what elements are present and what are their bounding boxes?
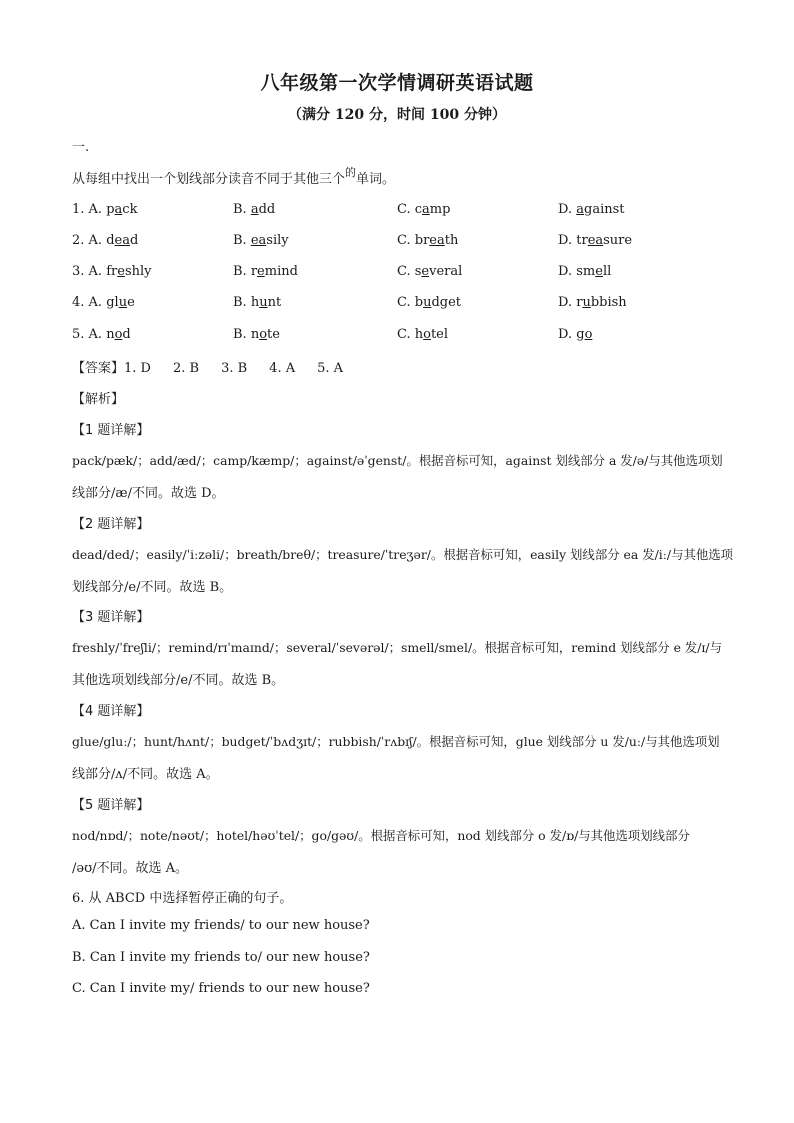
question-1-option-b: [233, 202, 275, 217]
word-part: c: [414, 202, 423, 217]
q6-option-c: C. Can I invite my/ friends to our new house?: [72, 981, 370, 996]
underlined-part: o: [114, 327, 123, 342]
q6-option-b: B. Can I invite my friends to/ our new house?: [72, 950, 370, 965]
question-2-option-c: [397, 233, 458, 248]
word-part: shly: [124, 264, 152, 279]
option-prefix: D.: [558, 327, 577, 342]
word-part: e: [127, 295, 135, 310]
question-4-option-a: [72, 295, 135, 310]
question-1-option-c: [397, 202, 450, 217]
word-part: n: [106, 327, 115, 342]
word-part: dd: [258, 202, 276, 217]
word-part: mind: [264, 264, 298, 279]
page-title: 八年级第一次学情调研英语试题: [260, 72, 534, 94]
word-part: h: [414, 327, 424, 342]
word-part: tel: [430, 327, 449, 342]
word-part: p: [106, 202, 115, 217]
underlined-part: u: [582, 295, 591, 310]
option-prefix: 5. A.: [72, 327, 107, 342]
underlined-part: e: [117, 264, 125, 279]
word-part: tr: [576, 233, 588, 248]
word-part: d: [106, 233, 115, 248]
page-subtitle: （满分 120 分，时间 100 分钟）: [288, 107, 506, 123]
detail-line: /əʊ/不同。故选 A。: [72, 861, 189, 876]
option-prefix: D.: [558, 202, 577, 217]
question-4-option-b: [233, 295, 281, 310]
detail-heading: 【5 题详解】: [72, 798, 150, 813]
question-5-option-d: [558, 327, 592, 342]
word-part: sm: [576, 264, 596, 279]
detail-heading: 【4 题详解】: [72, 704, 150, 719]
answer-item: 5. A: [317, 361, 344, 376]
underlined-part: ea: [429, 233, 445, 248]
word-part: h: [250, 295, 260, 310]
question-3-option-c: [397, 264, 462, 279]
word-part: fr: [106, 264, 118, 279]
question-4-option-c: [397, 295, 461, 310]
option-prefix: 4. A.: [72, 295, 107, 310]
detail-heading: 【1 题详解】: [72, 423, 150, 438]
answer-item: 4. A: [269, 361, 296, 376]
word-part: sure: [603, 233, 633, 248]
word-part: d: [129, 233, 139, 248]
detail-line: nod/nɒd/；note/nəʊt/；hotel/həʊˈtel/；go/gəʊ/。根据音标可知，nod 划线部分 o 发/ɒ/与其他选项划线部分: [72, 828, 690, 843]
question-3-option-a: [72, 264, 151, 279]
word-part: veral: [429, 264, 463, 279]
question-1-option-a: [72, 202, 137, 217]
question-3-option-d: [558, 264, 611, 279]
detail-heading: 【2 题详解】: [72, 517, 150, 532]
word-part: r: [576, 295, 583, 310]
option-prefix: B.: [233, 295, 251, 310]
word-part: gl: [106, 295, 119, 310]
word-part: nt: [267, 295, 282, 310]
underlined-part: o: [584, 327, 593, 342]
underlined-part: a: [250, 202, 259, 217]
underlined-part: a: [422, 202, 430, 217]
word-part: n: [250, 327, 260, 342]
option-prefix: B.: [233, 233, 251, 248]
word-part: gainst: [584, 202, 625, 217]
option-prefix: C.: [397, 233, 415, 248]
detail-heading: 【3 题详解】: [72, 610, 150, 625]
word-part: ck: [122, 202, 138, 217]
instruction-pre: 从每组中找出一个划线部分读音不同于其他三个: [72, 172, 346, 187]
underlined-part: o: [423, 327, 431, 342]
word-part: dget: [431, 295, 462, 310]
question-4-option-d: [558, 295, 627, 310]
word-part: br: [414, 233, 430, 248]
underlined-part: u: [259, 295, 268, 310]
detail-line: glue/gluː/；hunt/hʌnt/；budget/ˈbʌdʒɪt/；rubbish/ˈrʌbɪʃ/。根据音标可知，glue 划线部分 u 发/uː/与其他选项划: [72, 734, 720, 749]
word-part: te: [267, 327, 280, 342]
answer-row: [72, 357, 365, 376]
answer-item: 1. D: [124, 361, 151, 376]
instruction-text: [72, 168, 395, 187]
option-prefix: 2. A.: [72, 233, 107, 248]
underlined-part: e: [595, 264, 603, 279]
word-part: sily: [266, 233, 289, 248]
detail-line: 线部分/ʌ/不同。故选 A。: [72, 767, 219, 782]
q6-option-a: A. Can I invite my friends/ to our new house?: [72, 918, 370, 933]
question-2-option-b: [233, 233, 289, 248]
option-prefix: D.: [558, 233, 577, 248]
instruction-post: 单词。: [356, 172, 396, 187]
answer-item: 2. B: [172, 361, 200, 376]
option-prefix: C.: [397, 264, 415, 279]
question-2-option-d: [558, 233, 632, 248]
underlined-part: e: [421, 264, 430, 279]
section-heading: 一.: [72, 140, 90, 155]
option-prefix: D.: [558, 264, 577, 279]
option-prefix: C.: [397, 202, 415, 217]
option-prefix: B.: [233, 327, 251, 342]
underlined-part: u: [423, 295, 432, 310]
word-part: bbish: [590, 295, 627, 310]
option-prefix: C.: [397, 327, 415, 342]
q6-stem: 6. 从 ABCD 中选择暂停正确的句子。: [72, 891, 293, 906]
detail-line: 其他选项划线部分/e/不同。故选 B。: [72, 673, 285, 688]
option-prefix: B.: [233, 202, 251, 217]
underlined-part: a: [576, 202, 584, 217]
underlined-part: ea: [114, 233, 130, 248]
word-part: g: [576, 327, 585, 342]
option-prefix: 3. A.: [72, 264, 107, 279]
detail-line: 线部分/æ/不同。故选 D。: [72, 486, 225, 501]
option-prefix: C.: [397, 295, 415, 310]
detail-line: dead/ded/；easily/ˈiːzəli/；breath/breθ/；treasure/ˈtreʒər/。根据音标可知，easily 划线部分 ea 发/iː/与其他选项: [72, 547, 734, 562]
detail-line: freshly/ˈfreʃli/；remind/rɪˈmaɪnd/；several/ˈsevərəl/；smell/smel/。根据音标可知，remind 划线部分 e 发/ɪ/与: [72, 640, 722, 655]
underlined-part: o: [259, 327, 268, 342]
underlined-part: ea: [587, 233, 604, 248]
underlined-part: u: [118, 295, 128, 310]
answer-list: [124, 361, 365, 376]
word-part: mp: [429, 202, 451, 217]
instruction-sup: 的: [345, 166, 357, 179]
word-part: d: [122, 327, 131, 342]
detail-line: 划线部分/e/不同。故选 B。: [72, 580, 233, 595]
question-5-option-b: [233, 327, 280, 342]
question-3-option-b: [233, 264, 298, 279]
question-5-option-c: [397, 327, 448, 342]
word-part: ll: [602, 264, 612, 279]
analysis-label: 【解析】: [72, 392, 125, 407]
word-part: th: [444, 233, 459, 248]
option-prefix: B.: [233, 264, 251, 279]
question-2-option-a: [72, 233, 138, 248]
word-part: r: [250, 264, 258, 279]
question-1-option-d: [558, 202, 625, 217]
word-part: b: [414, 295, 424, 310]
answer-item: 3. B: [221, 361, 248, 376]
underlined-part: a: [114, 202, 123, 217]
question-5-option-a: [72, 327, 131, 342]
detail-line: pack/pæk/；add/æd/；camp/kæmp/；against/əˈgenst/。根据音标可知，against 划线部分 a 发/ə/与其他选项划: [72, 453, 723, 468]
word-part: s: [414, 264, 422, 279]
underlined-part: e: [257, 264, 265, 279]
option-prefix: D.: [558, 295, 577, 310]
answer-label: 【答案】: [72, 361, 125, 376]
underlined-part: ea: [250, 233, 267, 248]
option-prefix: 1. A.: [72, 202, 107, 217]
